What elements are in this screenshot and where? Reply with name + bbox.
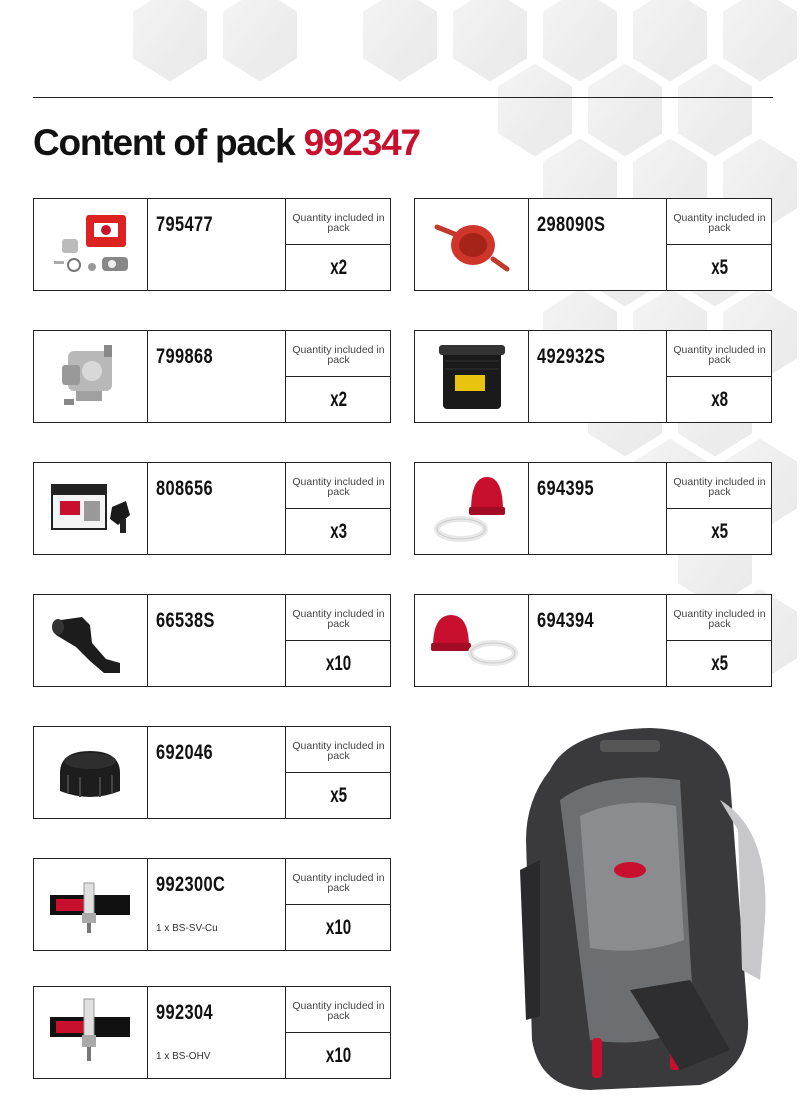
quantity-header: Quantity included in pack [285, 987, 391, 1033]
part-card [33, 986, 391, 1079]
quantity-value: x2 [285, 245, 391, 290]
quantity-header: Quantity included in pack [285, 199, 391, 245]
part-card [33, 198, 391, 291]
quantity-header: Quantity included in pack [666, 463, 772, 509]
quantity-header: Quantity included in pack [285, 727, 391, 773]
quantity-value: x2 [285, 377, 391, 422]
page-title [33, 122, 420, 164]
part-number: 298090S [537, 213, 606, 236]
fuel-filter-icon [415, 199, 529, 290]
part-card [414, 462, 772, 555]
quantity-value: x3 [285, 509, 391, 554]
quantity-header: Quantity included in pack [285, 595, 391, 641]
oil-filter-icon [415, 331, 529, 422]
part-number: 808656 [156, 477, 214, 500]
pack-number: 992347 [303, 122, 420, 163]
part-card [33, 594, 391, 687]
quantity-value: x8 [666, 377, 772, 422]
quantity-value: x5 [666, 509, 772, 554]
quantity-value: x5 [666, 245, 772, 290]
part-card [414, 594, 772, 687]
quantity-header: Quantity included in pack [666, 199, 772, 245]
tune-up-kit-icon [34, 463, 148, 554]
quantity-header: Quantity included in pack [285, 463, 391, 509]
part-card [33, 858, 391, 951]
part-card [414, 330, 772, 423]
part-number: 694394 [537, 609, 595, 632]
quantity-value: x10 [285, 905, 391, 950]
quantity-value: x10 [285, 1033, 391, 1078]
header-rule [33, 97, 773, 98]
part-description: 1 x BS-SV-Cu [156, 923, 218, 934]
primer-bulb-icon [415, 463, 529, 554]
part-number: 992304 [156, 1001, 214, 1024]
title-prefix: Content of pack [33, 122, 295, 163]
quantity-header: Quantity included in pack [285, 331, 391, 377]
backpack-image [480, 720, 780, 1099]
quantity-value: x5 [285, 773, 391, 818]
spark-plug-icon [34, 987, 148, 1078]
part-description: 1 x BS-OHV [156, 1051, 211, 1062]
carburetor-kit-icon [34, 199, 148, 290]
quantity-header: Quantity included in pack [666, 331, 772, 377]
part-card [414, 198, 772, 291]
primer-bulb-icon [415, 595, 529, 686]
part-card [33, 330, 391, 423]
part-number: 992300C [156, 873, 226, 896]
spark-plug-icon [34, 859, 148, 950]
carburetor-icon [34, 331, 148, 422]
quantity-value: x10 [285, 641, 391, 686]
part-number: 795477 [156, 213, 214, 236]
quantity-header: Quantity included in pack [666, 595, 772, 641]
quantity-header: Quantity included in pack [285, 859, 391, 905]
part-number: 492932S [537, 345, 606, 368]
quantity-value: x5 [666, 641, 772, 686]
spark-plug-boot-icon [34, 595, 148, 686]
part-number: 694395 [537, 477, 595, 500]
part-card [33, 462, 391, 555]
part-number: 66538S [156, 609, 215, 632]
part-number: 799868 [156, 345, 214, 368]
part-number: 692046 [156, 741, 214, 764]
part-card [33, 726, 391, 819]
fuel-cap-icon [34, 727, 148, 818]
